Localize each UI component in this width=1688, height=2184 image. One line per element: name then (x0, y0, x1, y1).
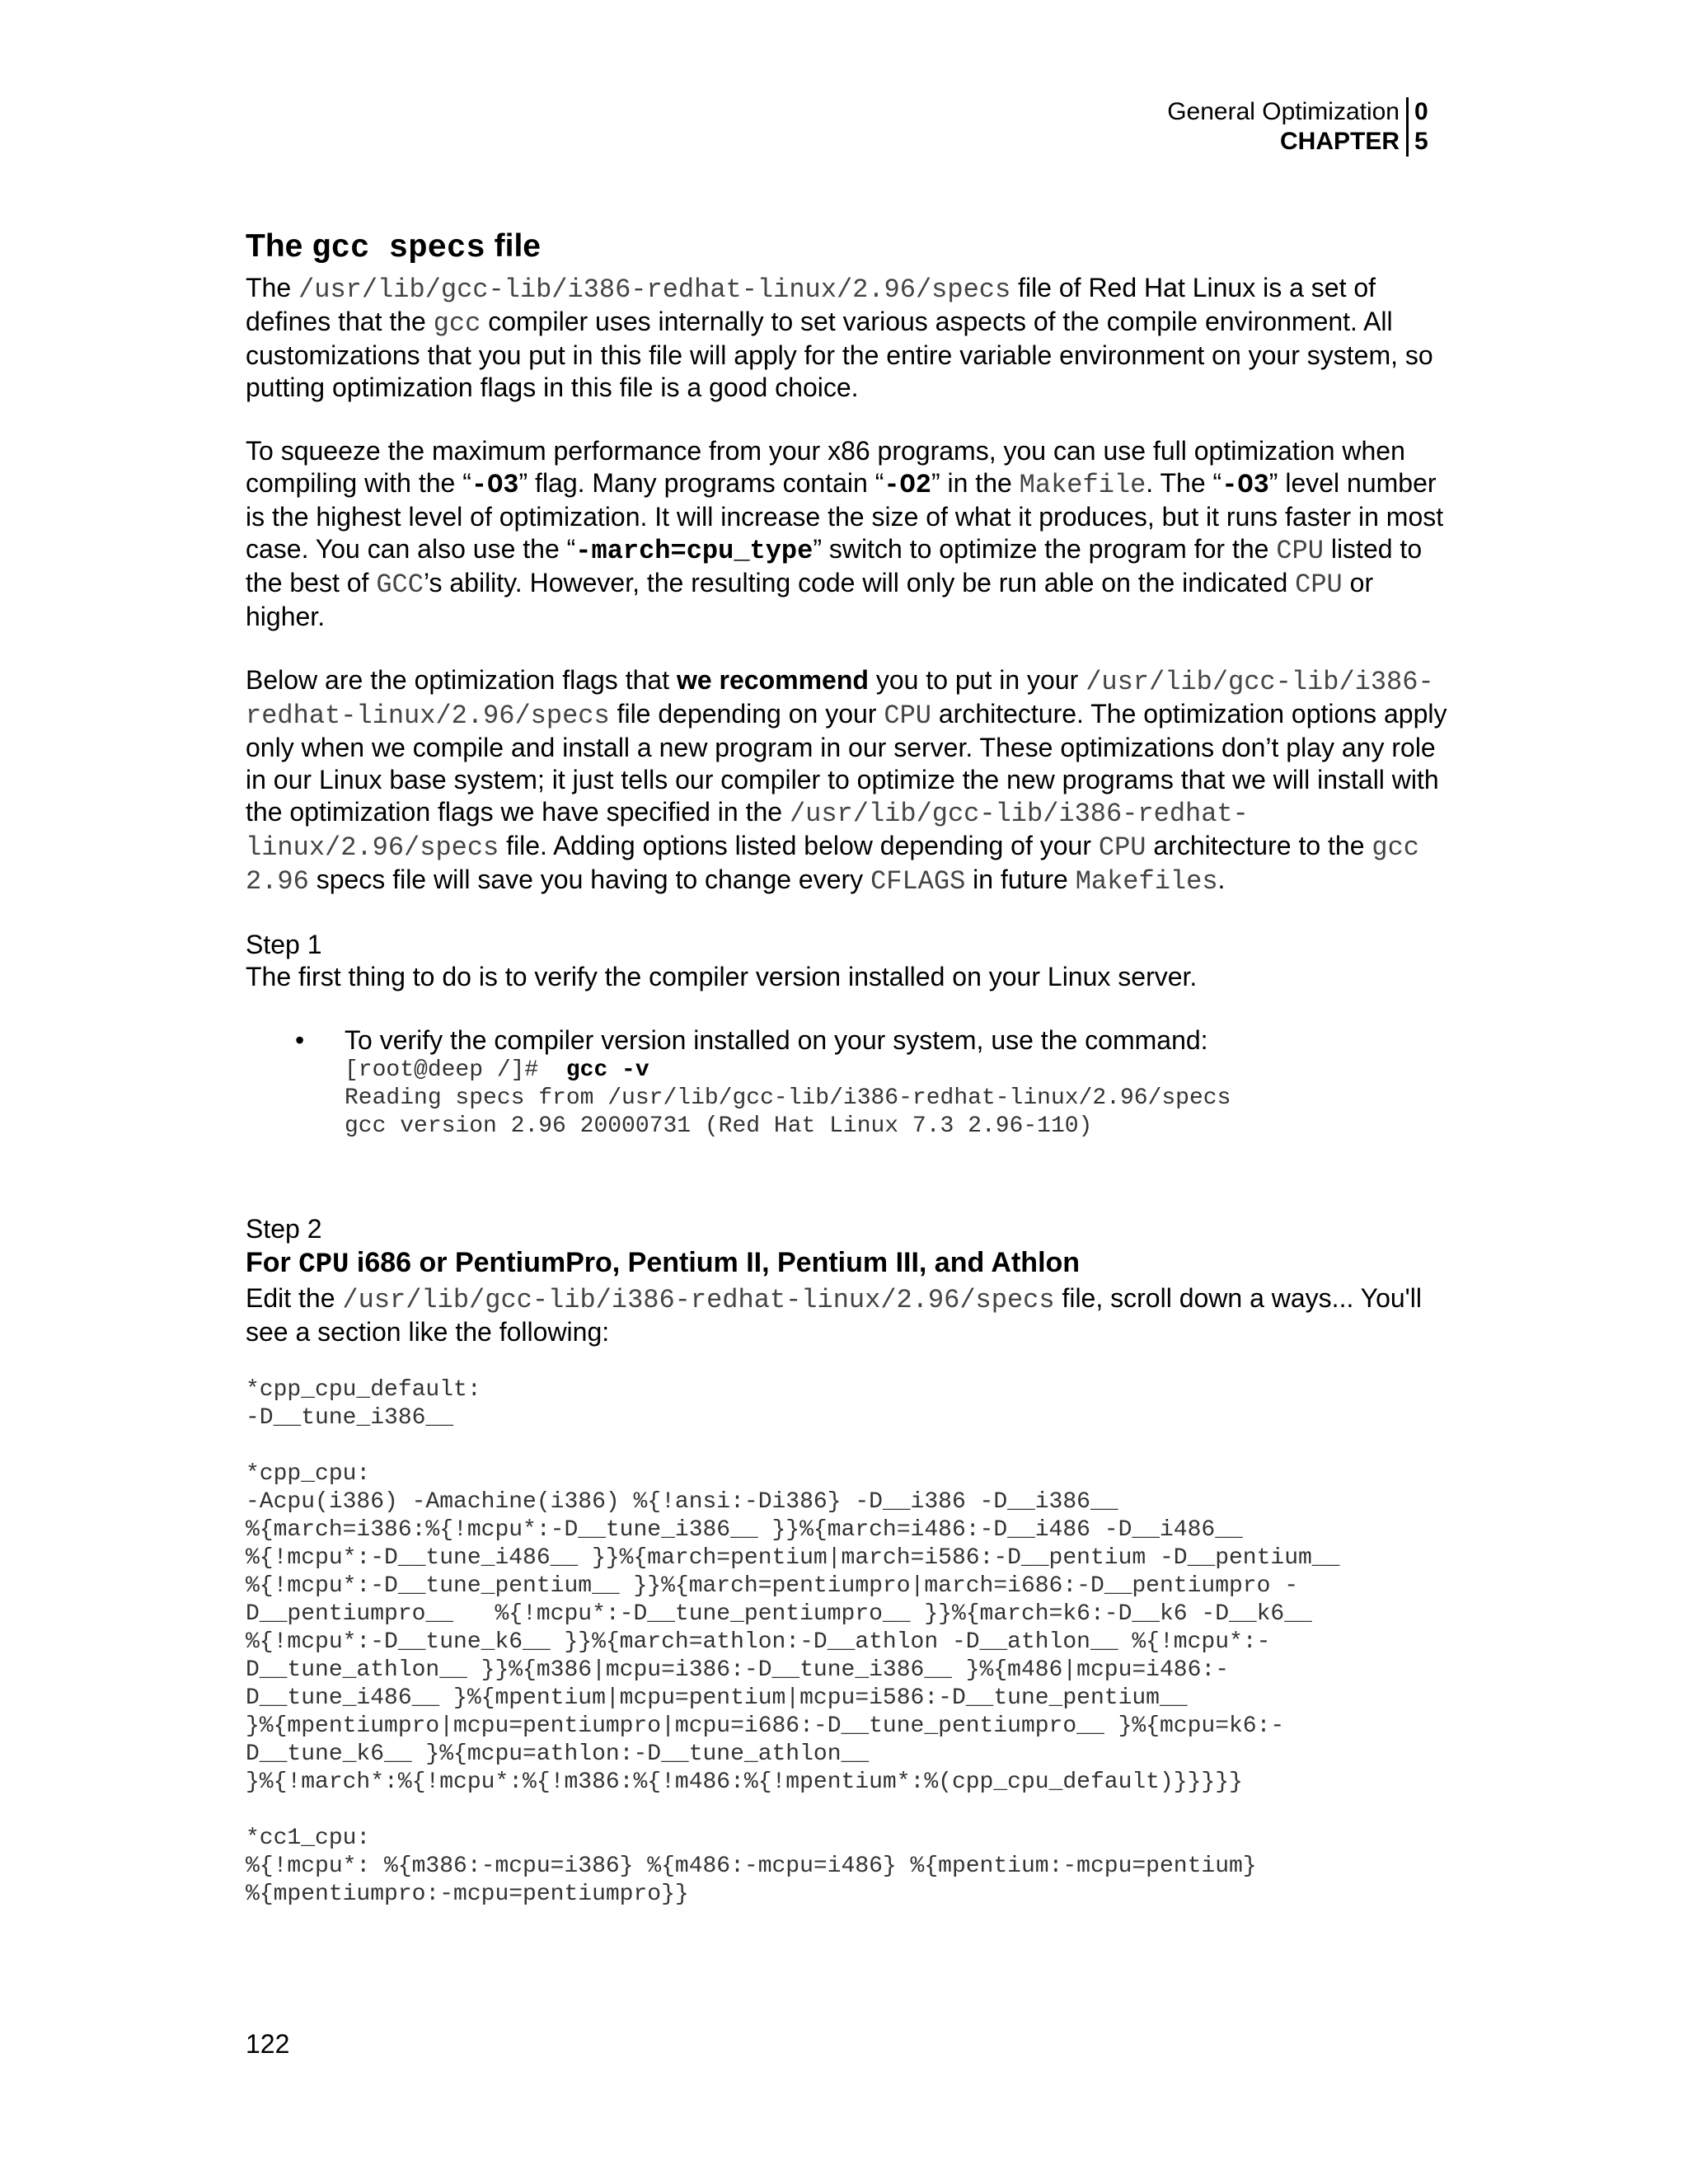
step1-text: The first thing to do is to verify the compiler version installed on your Linux server. (246, 962, 1198, 991)
section-title: The gcc specs file (246, 228, 541, 266)
header-chapter-digit-1: 0 (1406, 97, 1431, 127)
page-content (246, 226, 1449, 1909)
step2-label: Step 2 (246, 1214, 322, 1244)
header-chapter-label: CHAPTER (1279, 128, 1400, 155)
step2-heading: For CPU i686 or PentiumPro, Pentium II, Pentium III, and Athlon (246, 1247, 1081, 1281)
step1-label: Step 1 (246, 930, 322, 959)
command-text: gcc -v (565, 1057, 649, 1083)
command-output-2: gcc version 2.96 20000731 (Red Hat Linux 7.3 2.96-110) (345, 1113, 1093, 1139)
header-chapter-digit-2: 5 (1406, 127, 1431, 157)
paragraph-recommendation: Below are the optimization flags that we recommend you to put in your /usr/lib/gcc-lib/i386-redhat-linux/2.96/specs file depending on your CPU architecture. The optimization options apply only when we compile and install a new program in our server. These optimizations don’t play any role in our Linux base system; it just tells our compiler to optimize the new programs that we will install with the optimization flags we have specified in the /usr/lib/gcc-lib/i386-redhat-linux/2.96/specs file. Adding options listed below depending of your CPU architecture to the gcc 2.96 specs file will save you having to change every CFLAGS in future Makefiles. (246, 665, 1447, 897)
command-output-1: Reading specs from /usr/lib/gcc-lib/i386-redhat-linux/2.96/specs (345, 1085, 1231, 1111)
command-line: [root@deep /]# gcc -v (345, 1057, 649, 1083)
page-number: 122 (246, 2029, 290, 2059)
paragraph-optimization-levels: To squeeze the maximum performance from your x86 programs, you can use full optimization when compiling with the “-O3” flag. Many programs contain “-O2” in the Makefile. The “-O3” level number is the highest level of optimization. It will increase the size of what it produces, but it runs faster in most case. You can also use the “-march=cpu_type” switch to optimize the program for the CPU listed to the best of GCC’s ability. However, the resulting code will only be run able on the indicated CPU or higher. (246, 436, 1444, 631)
section-title-code: gcc specs (312, 230, 485, 266)
header-section-name: General Optimization (1167, 98, 1400, 125)
running-header (1167, 97, 1431, 157)
list-item (295, 1024, 1449, 1057)
paragraph-specs-intro: The /usr/lib/gcc-lib/i386-redhat-linux/2.96/specs file of Red Hat Linux is a set of defines that the gcc compiler uses internally to set various aspects of the compile environment. All customizations that you put in this file will apply for the entire variable environment on your system, so putting optimization flags in this file is a good choice. (246, 273, 1433, 402)
bullet-icon: • (295, 1025, 305, 1055)
specs-code-block: *cpp_cpu_default: -D__tune_i386__ *cpp_cpu: -Acpu(i386) -Amachine(i386) %{!ansi:-Di386} -D__i386 -D__i386__ %{march=i386:%{!mcpu*:-D__tune_i386__ }}%{march=i486:-D__i486 -D__i486__ %{!mcpu*:-D__tune_i486__ }}%{march=pentium|march=i586:-D__pentium -D__pentium__ %{!mcpu*:-D__tune_pentium__ }}%{march=pentiumpro|march=i686:-D__pentiumpro - D__pentiumpro__ %{!mcpu*:-D__tune_pentiumpro__ }}%{march=k6:-D__k6 -D__k6__ %{!mcpu*:-D__tune_k6__ }}%{march=athlon:-D__athlon -D__athlon__ %{!mcpu*:- D__tune_athlon__ }}%{m386|mcpu=i386:-D__tune_i386__ }%{m486|mcpu=i486:- D__tune_i486__ }%{mpentium|mcpu=pentium|mcpu=i586:-D__tune_pentium__ }%{mpentiumpro|mcpu=pentiumpro|mcpu=i686:-D__tune_pentiumpro__ }%{mcpu=k6:- D__tune_k6__ }%{mcpu=athlon:-D__tune_athlon__ }%{!march*:%{!mcpu*:%{!m386:%{!m486:%{!mpentium*:%(cpp_cpu_default)}}}}} *cc1_cpu: %{!mcpu*: %{m386:-mcpu=i386} %{m486:-mcpu=i486} %{mpentium:-mcpu=pentium} %{mpentiumpro:-mcpu=pentiumpro}} (246, 1377, 1340, 1907)
step2-text: Edit the /usr/lib/gcc-lib/i386-redhat-linux/2.96/specs file, scroll down a ways... You'll see a section like the following: (246, 1283, 1422, 1347)
bullet-text: To verify the compiler version installed on your system, use the command: (345, 1025, 1208, 1055)
